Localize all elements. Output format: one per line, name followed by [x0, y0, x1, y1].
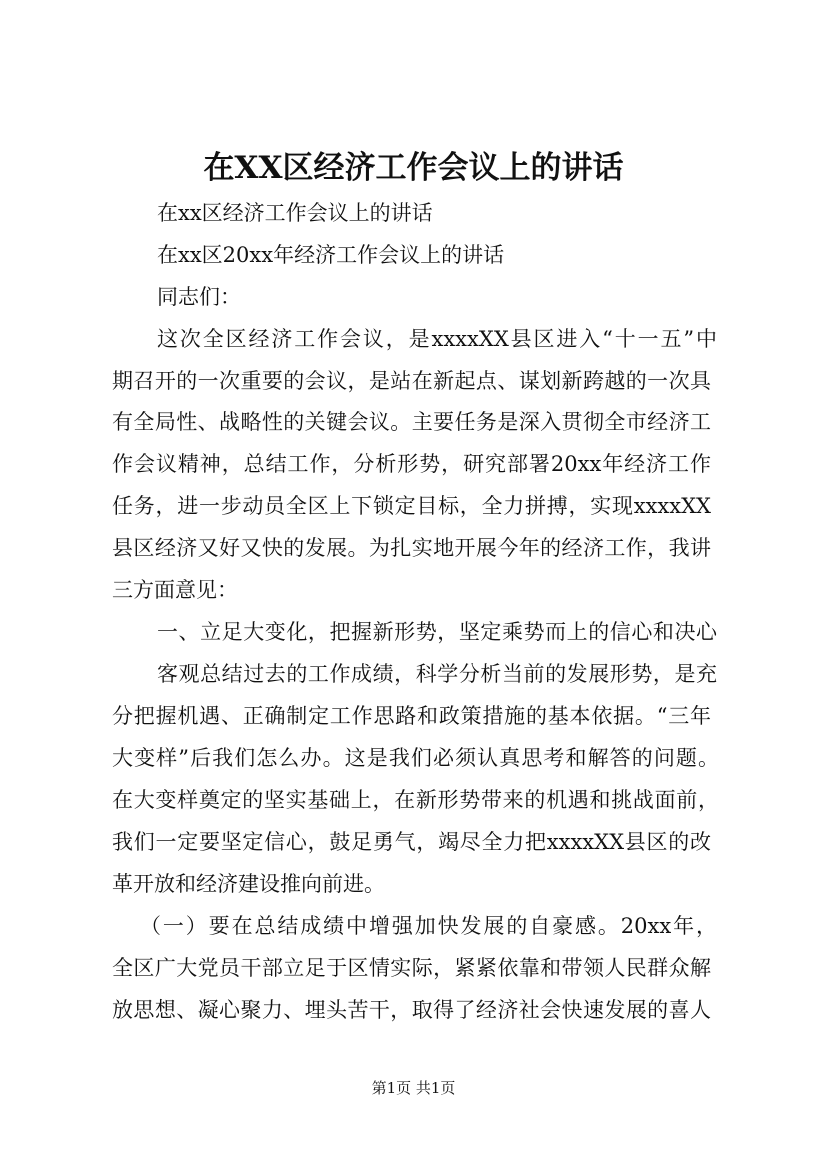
paragraph-line: 在xx区经济工作会议上的讲话	[157, 201, 433, 225]
paragraph-line: 有全局性、战略性的关键会议。主要任务是深入贯彻全市经济工	[112, 410, 711, 434]
paragraph-line: 作会议精神，总结工作，分析形势，研究部署20xx年经济工作	[112, 452, 711, 476]
paragraph-line: 客观总结过去的工作成绩，科学分析当前的发展形势，是充	[157, 662, 717, 686]
paragraph-line: 县区经济又好又快的发展。为扎实地开展今年的经济工作，我讲	[112, 536, 711, 560]
paragraph-line: 大变样”后我们怎么办。这是我们必须认真思考和解答的问题。	[112, 746, 719, 770]
paragraph-line: 我们一定要坚定信心，鼓足勇气，竭尽全力把xxxxXX县区的改	[112, 830, 711, 854]
subsection-heading: （一）要在总结成绩中增强加快发展的自豪感。20xx年，	[140, 914, 717, 938]
paragraph-line: 在大变样奠定的坚实基础上，在新形势带来的机遇和挑战面前，	[112, 788, 719, 812]
paragraph-line: 放思想、凝心聚力、埋头苦干，取得了经济社会快速发展的喜人	[112, 998, 711, 1022]
paragraph-line: 革开放和经济建设推向前进。	[112, 872, 385, 896]
page-footer: 第1页 共1页	[371, 1079, 456, 1097]
paragraph-line: 全区广大党员干部立足于区情实际，紧紧依靠和带领人民群众解	[112, 956, 711, 980]
paragraph-line: 这次全区经济工作会议，是xxxxXX县区进入“十一五”中	[157, 327, 717, 351]
paragraph-line: 在xx区20xx年经济工作会议上的讲话	[157, 243, 505, 267]
section-heading: 一、立足大变化，把握新形势，坚定乘势而上的信心和决心	[157, 620, 717, 644]
paragraph-line: 三方面意见：	[112, 578, 238, 602]
paragraph-line: 分把握机遇、正确制定工作思路和政策措施的基本依据。“三年	[112, 704, 711, 728]
paragraph-line: 任务，进一步动员全区上下锁定目标，全力拼搏，实现xxxxXX	[112, 494, 711, 518]
document-title: 在XX区经济工作会议上的讲话	[203, 150, 624, 186]
paragraph-line: 期召开的一次重要的会议，是站在新起点、谋划新跨越的一次具	[112, 369, 711, 393]
paragraph-line: 同志们：	[157, 285, 241, 309]
